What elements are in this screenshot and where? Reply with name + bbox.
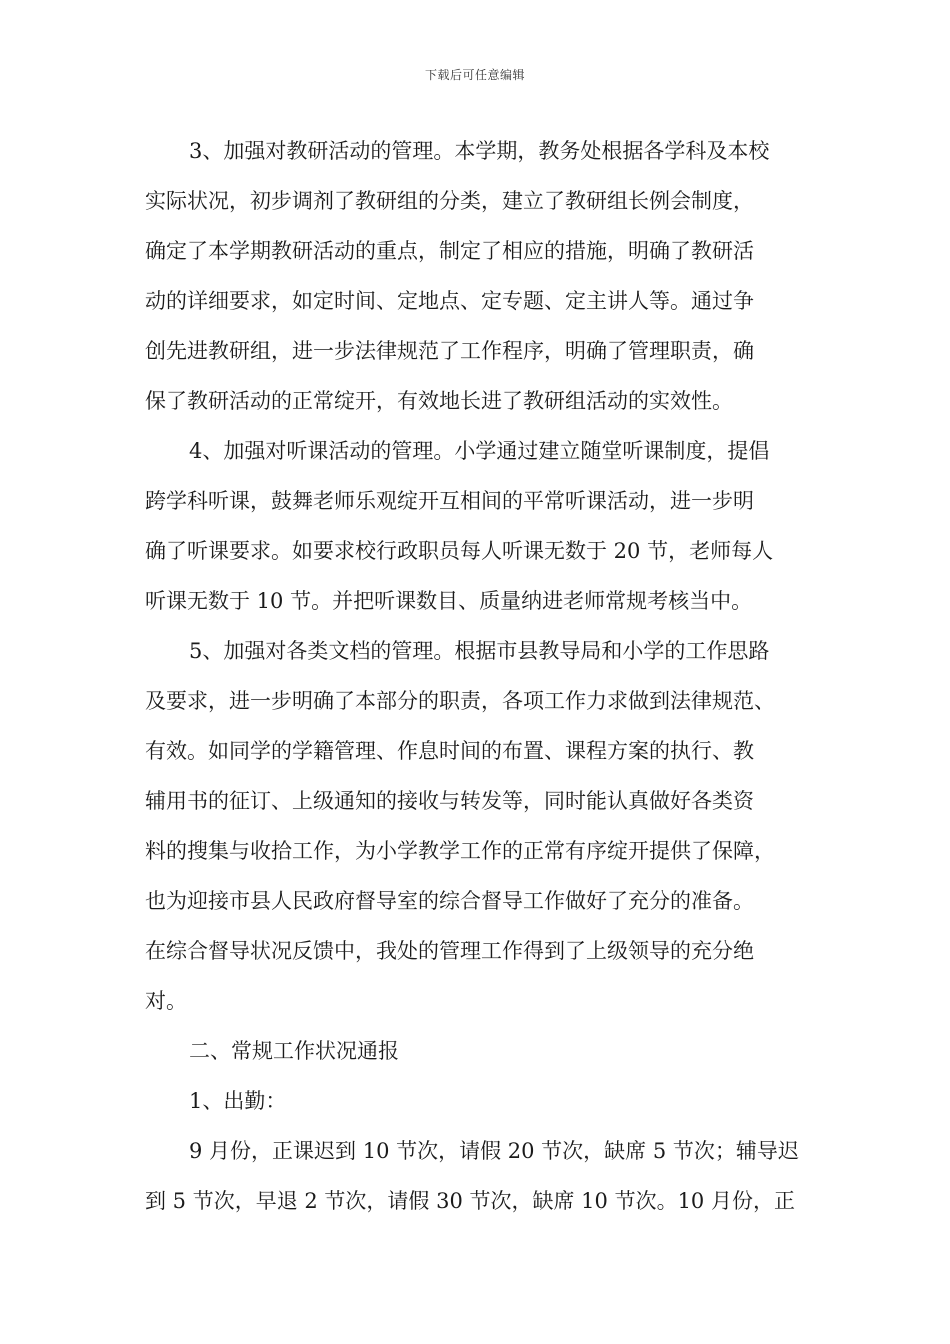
text-line: 也为迎接市县人民政府督导室的综合督导工作做好了充分的准备。 (145, 889, 754, 913)
text-line: 有效。如同学的学籍管理、作息时间的布置、课程方案的执行、教 (145, 739, 754, 763)
text-line: 实际状况，初步调剂了教研组的分类，建立了教研组长例会制度， (145, 189, 754, 213)
text-line: 创先进教研组，进一步法律规范了工作程序，明确了管理职责，确 (145, 339, 754, 363)
text-line: 跨学科听课，鼓舞老师乐观绽开互相间的平常听课活动，进一步明 (145, 489, 754, 513)
text-line: 及要求，进一步明确了本部分的职责，各项工作力求做到法律规范、 (145, 689, 775, 713)
text-line: 辅用书的征订、上级通知的接收与转发等，同时能认真做好各类资 (145, 789, 754, 813)
text-line: 听课无数于 10 节。并把听课数目、质量纳进老师常规考核当中。 (145, 589, 753, 613)
text-line: 5、加强对各类文档的管理。根据市县教导局和小学的工作思路 (189, 639, 770, 663)
text-line: 4、加强对听课活动的管理。小学通过建立随堂听课制度，提倡 (189, 439, 770, 463)
document-body (145, 130, 817, 1230)
text-line: 料的搜集与收拾工作，为小学教学工作的正常有序绽开提供了保障， (145, 839, 775, 863)
text-line: 确定了本学期教研活动的重点，制定了相应的措施，明确了教研活 (145, 239, 754, 263)
text-line: 对。 (145, 989, 187, 1013)
text-line: 3、加强对教研活动的管理。本学期，教务处根据各学科及本校 (189, 139, 770, 163)
text-line: 9 月份，正课迟到 10 节次，请假 20 节次，缺席 5 节次；辅导迟 (189, 1139, 799, 1163)
text-line: 动的详细要求，如定时间、定地点、定专题、定主讲人等。通过争 (145, 289, 754, 313)
text-line: 到 5 节次，早退 2 节次，请假 30 节次，缺席 10 节次。10 月份，正 (145, 1189, 795, 1213)
page-header: 下载后可任意编辑 (424, 68, 525, 82)
text-line: 确了听课要求。如要求校行政职员每人听课无数于 20 节，老师每人 (145, 539, 774, 563)
section-heading: 二、常规工作状况通报 (189, 1039, 399, 1063)
text-line: 保了教研活动的正常绽开，有效地长进了教研组活动的实效性。 (145, 389, 733, 413)
text-line: 在综合督导状况反馈中，我处的管理工作得到了上级领导的充分绝 (145, 939, 754, 963)
subsection-heading: 1、出勤： (189, 1089, 287, 1113)
